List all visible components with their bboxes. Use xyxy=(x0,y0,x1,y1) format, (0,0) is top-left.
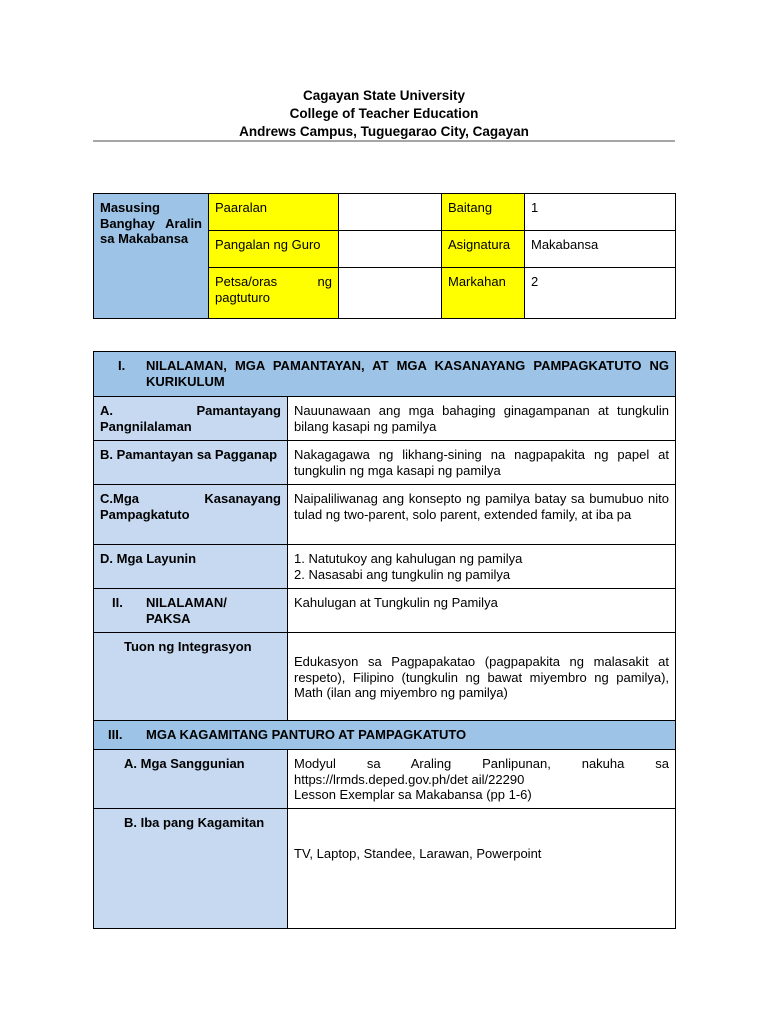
markahan-label: Markahan xyxy=(442,268,525,319)
layunin-item-2: 2. Nasasabi ang tungkulin ng pamilya xyxy=(294,566,511,582)
section-2-title: NILALAMAN/ PAKSA xyxy=(146,595,227,626)
guro-label: Pangalan ng Guro xyxy=(209,231,339,268)
kasanayang-pampagkatuto-value: Naipaliliwanag ang konsepto ng pamilya batay sa bumubuo nito tulad ng two-parent, solo parent, extended family, at iba pa xyxy=(288,485,676,545)
college-name: College of Teacher Education xyxy=(289,106,479,121)
markahan-value: 2 xyxy=(525,268,676,319)
section-3-number: III. xyxy=(108,727,123,742)
petsa-value xyxy=(339,268,442,319)
pamantayan-sa-pagganap-value: Nakagagawa ng likhang-sining na nagpapakita ng papel at tungkulin ng mga kasapi ng pamilya xyxy=(288,441,676,485)
tuon-integrasyon-value: Edukasyon sa Pagpapakatao (pagpapakita ng malasakit at respeto), Filipino (tungkulin ng bawat miyembro ng pamilya), Math (ilan ang miyembro ng pamilya) xyxy=(288,633,676,721)
sanggunian-label-cell xyxy=(94,750,288,809)
lesson-plan-title: Masusing Banghay Aralin sa Makabansa xyxy=(94,194,209,319)
tuon-integrasyon-label-cell xyxy=(94,633,288,721)
layunin-item-1: 1. Natutukoy ang kahulugan ng pamilya xyxy=(294,551,523,566)
paaralan-value xyxy=(339,194,442,231)
section-1-title: NILALAMAN, MGA PAMANTAYAN, AT MGA KASANAYANG PAMPAGKATUTO NG KURIKULUM xyxy=(146,358,670,389)
baitang-value: 1 xyxy=(525,194,676,231)
pamantayang-pangnilalaman-label: A. Pamantayang Pangnilalaman xyxy=(94,397,288,441)
section-3-title: MGA KAGAMITANG PANTURO AT PAMPAGKATUTO xyxy=(146,727,467,742)
mga-layunin-value xyxy=(288,545,676,589)
section-3-header xyxy=(94,721,676,750)
sanggunian-link[interactable]: https://lrmds.deped.gov.ph/det ail/22290 xyxy=(294,771,525,787)
iba-pang-kagamitan-label: B. Iba pang Kagamitan xyxy=(124,815,265,830)
section-1-header xyxy=(94,352,676,397)
kasanayang-pampagkatuto-label: C.Mga Kasanayang Pampagkatuto xyxy=(94,485,288,545)
header-divider xyxy=(93,140,675,142)
sanggunian-value xyxy=(288,750,676,809)
section-2-number: II. xyxy=(112,595,123,610)
university-name: Cagayan State University xyxy=(302,88,466,103)
lesson-info-table xyxy=(93,193,676,319)
paaralan-label: Paaralan xyxy=(209,194,339,231)
iba-pang-kagamitan-value: TV, Laptop, Standee, Larawan, Powerpoint xyxy=(288,809,676,929)
pamantayan-sa-pagganap-label: B. Pamantayan sa Pagganap xyxy=(94,441,288,485)
pamantayang-pangnilalaman-value: Nauunawaan ang mga bahaging ginagampanan at tungkulin bilang kasapi ng pamilya xyxy=(288,397,676,441)
sanggunian-line-1: Modyul sa Araling Panlipunan, nakuha sa xyxy=(294,756,670,771)
campus-address: Andrews Campus, Tuguegarao City, Cagayan xyxy=(239,124,529,139)
sanggunian-line-3: Lesson Exemplar sa Makabansa (pp 1-6) xyxy=(294,787,532,802)
asignatura-label: Asignatura xyxy=(442,231,525,268)
asignatura-value: Makabansa xyxy=(525,231,676,268)
section-1-number: I. xyxy=(118,358,126,373)
baitang-label: Baitang xyxy=(442,194,525,231)
iba-pang-kagamitan-label-cell xyxy=(94,809,288,929)
lesson-content-table xyxy=(93,351,676,929)
paksa-value: Kahulugan at Tungkulin ng Pamilya xyxy=(288,589,676,633)
document-header xyxy=(0,87,768,141)
guro-value xyxy=(339,231,442,268)
section-2-label xyxy=(94,589,288,633)
tuon-integrasyon-label: Tuon ng Integrasyon xyxy=(124,639,252,654)
mga-layunin-label: D. Mga Layunin xyxy=(94,545,288,589)
petsa-label: Petsa/oras ng pagtuturo xyxy=(209,268,339,319)
sanggunian-label: A. Mga Sanggunian xyxy=(124,756,245,771)
